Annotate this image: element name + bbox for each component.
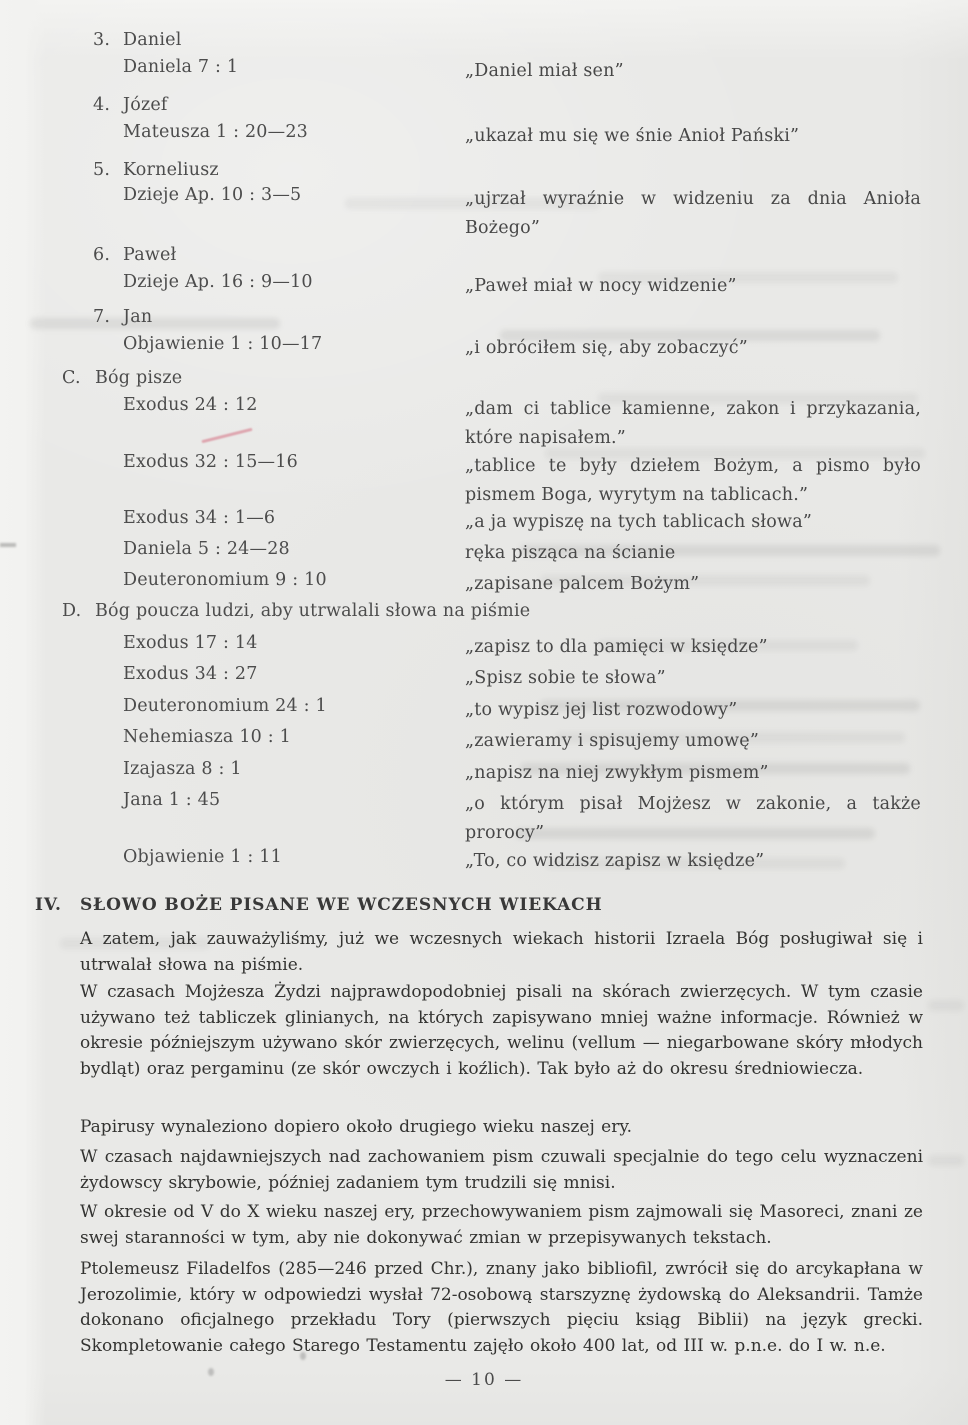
section-title: Bóg poucza ludzi, aby utrwalali słowa na piśmie xyxy=(95,601,531,621)
scripture-quote: „ukazał mu się we śnie Anioł Pański” xyxy=(465,126,800,146)
chapter-title: SŁOWO BOŻE PISANE WE WCZESNYCH WIEKACH xyxy=(80,895,603,915)
scripture-reference: Deuteronomium 24 : 1 xyxy=(123,696,327,716)
body-paragraph: Ptolemeusz Filadelfos (285—246 przed Chr.), znany jako bibliofil, zwrócił się do arcykapłana w Jerozolimie, który w odpowiedzi wysłał 72-osobową starszyznę żydowską do Aleksandrii. Tamże dokonano oficjalnego przekładu Tory (pierwszych pięciu ksiąg Biblii) na język grecki. Skompletowanie całego Starego Testamentu zajęło około 400 lat, od III w. p.n.e. do I w. n.e. xyxy=(80,1259,923,1356)
scripture-reference: Daniela 7 : 1 xyxy=(123,57,239,77)
pink-pen-mark xyxy=(201,428,252,443)
scripture-quote: „Paweł miał w nocy widzenie” xyxy=(465,276,737,296)
body-paragraph: W okresie od V do X wieku naszej ery, przechowywaniem pism zajmowali się Masoreci, znani ze swej staranności w tym, aby nie dokonywać zmian w przepisywanych tekstach. xyxy=(80,1202,923,1248)
scripture-quote: ręka pisząca na ścianie xyxy=(465,543,676,563)
scripture-reference: Dzieje Ap. 16 : 9—10 xyxy=(123,272,313,292)
section-letter: D. xyxy=(62,601,82,621)
scripture-quote: „o którym pisał Mojżesz w zakonie, a także prorocy” xyxy=(465,794,921,843)
body-paragraph: W czasach najdawniejszych nad zachowaniem pism czuwali specjalnie do tego celu wyznaczeni żydowscy skrybowie, później zadaniem tym trudzili się mnisi. xyxy=(80,1147,923,1193)
section-title: Bóg pisze xyxy=(95,368,183,388)
section-letter: C. xyxy=(62,368,81,388)
scripture-reference: Mateusza 1 : 20—23 xyxy=(123,122,309,142)
scripture-quote: „zapisz to dla pamięci w księdze” xyxy=(465,637,768,657)
scripture-reference: Daniela 5 : 24—28 xyxy=(123,539,290,559)
item-number: 4. xyxy=(93,95,111,115)
scripture-reference: Objawienie 1 : 10—17 xyxy=(123,334,323,354)
scripture-quote: „tablice te były dziełem Bożym, a pismo było pismem Boga, wyrytym na tablicach.” xyxy=(465,456,921,505)
scripture-quote: „zawieramy i spisujemy umowę” xyxy=(465,731,759,751)
scripture-reference: Exodus 32 : 15—16 xyxy=(123,452,298,472)
bleed-through-artifact xyxy=(30,318,280,329)
scripture-quote: „to wypisz jej list rozwodowy” xyxy=(465,700,738,720)
body-paragraph: W czasach Mojżesza Żydzi najprawdopodobniej pisali na skórach zwierzęcych. W tym czasie używano też tabliczek glinianych, na których zapisywano mniej ważne informacje. Również w okresie późniejszym używano skór zwierzęcych, welinu (vellum — niegarbowane skóry młodych bydląt) oraz pergaminu (ze skór owczych i koźlich). Tak było aż do okresu średniowiecza. xyxy=(80,982,923,1079)
bleed-through-artifact xyxy=(928,1155,964,1166)
scripture-reference: Objawienie 1 : 11 xyxy=(123,847,282,867)
scripture-reference: Nehemiasza 10 : 1 xyxy=(123,727,291,747)
scripture-reference: Dzieje Ap. 10 : 3—5 xyxy=(123,185,302,205)
item-title: Korneliusz xyxy=(123,160,219,180)
scripture-quote: „ujrzał wyraźnie w widzeniu za dnia Anioła Bożego” xyxy=(465,189,921,238)
item-number: 5. xyxy=(93,160,111,180)
item-number: 6. xyxy=(93,245,111,265)
body-paragraph: A zatem, jak zauważyliśmy, już we wczesnych wiekach historii Izraela Bóg posługiwał się i utrwalał słowa na piśmie. xyxy=(80,929,923,975)
item-number: 7. xyxy=(93,307,111,327)
item-title: Paweł xyxy=(123,245,177,265)
scripture-quote: „To, co widzisz zapisz w księdze” xyxy=(465,851,765,871)
scripture-reference: Exodus 24 : 12 xyxy=(123,395,258,415)
scripture-reference: Exodus 34 : 27 xyxy=(123,664,258,684)
page-number: — 10 — xyxy=(444,1370,524,1390)
item-title: Jan xyxy=(123,307,153,327)
scripture-quote: „a ja wypiszę na tych tablicach słowa” xyxy=(465,512,812,532)
scripture-reference: Deuteronomium 9 : 10 xyxy=(123,570,327,590)
scripture-quote: „dam ci tablice kamienne, zakon i przykazania, które napisałem.” xyxy=(465,399,921,448)
scripture-reference: Exodus 17 : 14 xyxy=(123,633,258,653)
scripture-quote: „Spisz sobie te słowa” xyxy=(465,668,666,688)
body-paragraph: Papirusy wynaleziono dopiero około drugiego wieku naszej ery. xyxy=(80,1117,633,1137)
item-number: 3. xyxy=(93,30,111,50)
scripture-quote: „Daniel miał sen” xyxy=(465,61,624,81)
item-title: Józef xyxy=(123,95,168,115)
bleed-through-artifact xyxy=(928,1000,964,1011)
scripture-reference: Izajasza 8 : 1 xyxy=(123,759,242,779)
margin-smudge xyxy=(0,543,16,547)
scripture-reference: Jana 1 : 45 xyxy=(123,790,221,810)
scripture-quote: „zapisane palcem Bożym” xyxy=(465,574,700,594)
scripture-quote: „napisz na niej zwykłym pismem” xyxy=(465,763,769,783)
scripture-reference: Exodus 34 : 1—6 xyxy=(123,508,276,528)
item-title: Daniel xyxy=(123,30,182,50)
chapter-numeral: IV. xyxy=(35,895,62,915)
scripture-quote: „i obróciłem się, aby zobaczyć” xyxy=(465,338,748,358)
